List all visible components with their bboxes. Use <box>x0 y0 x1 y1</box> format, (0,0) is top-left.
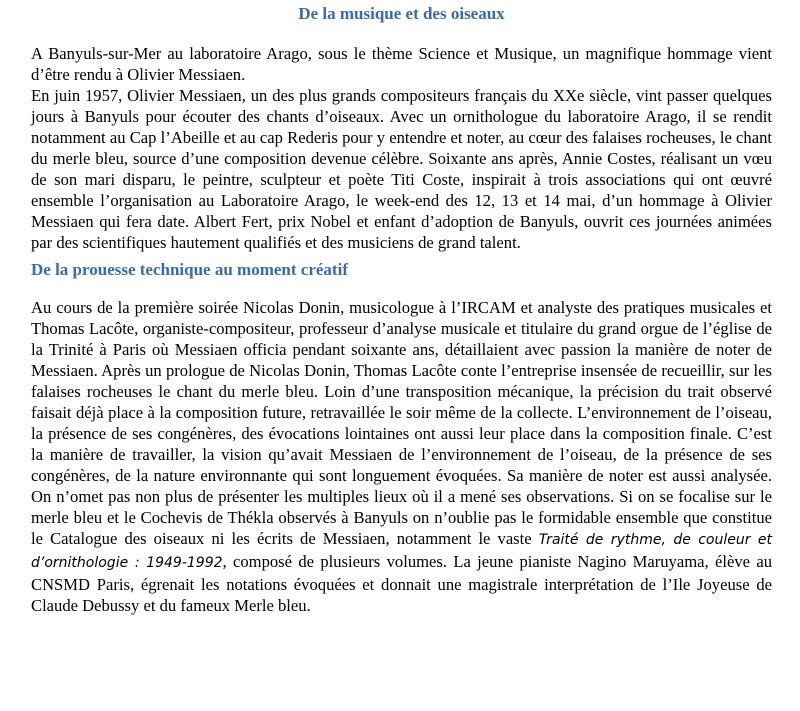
history-paragraph: En juin 1957, Olivier Messiaen, un des plus grands compositeurs français du XXe siècle, vint passer quelques jours à Banyuls pour écouter des chants d’oiseaux. Avec un ornithologue du laboratoire Arago, il se rendit notamment au Cap l’Abeille et au cap Rederis pour y entendre et noter, au cœur des falaises rocheuses, le chant du merle bleu, source d’une composition devenue célèbre. Soixante ans après, Annie Costes, réalisant un vœu de son mari disparu, le peintre, sculpteur et poète Titi Coste, inspirait à trois associations qui ont œuvré ensemble l’organisation au Laboratoire Arago, le week-end des 12, 13 et 14 mai, d’un hommage à Olivier Messiaen qui fera date. Albert Fert, prix Nobel et enfant d’adoption de Banyuls, ouvrit ces journées animées par des scientifiques hautement qualifiés et des musiciens de grand talent. <box>31 86 772 252</box>
section-text-part-1: Au cours de la première soirée Nicolas Donin, musicologue à l’IRCAM et analyste des pratiques musicales et Thomas Lacôte, organiste-compositeur, professeur d’analyse musicale et titulaire du grand orgue de l’église de la Trinité à Paris où Messiaen officia pendant soixante ans, détaillaient avec passion la manière de noter de Messiaen. Après un prologue de Nicolas Donin, Thomas Lacôte conte l’entreprise insensée de recueillir, sur les falaises rocheuses le chant du merle bleu. Loin d’une transposition mécanique, la précision du trait observé faisait déjà place à la composition future, retravaillée le soir même de la collecte. L’environnement de l’oiseau, la présence de ses congénères, des évocations lointaines ont aussi leur place dans la composition finale. C’est la manière de travailler, la vision qu’avait Messiaen de l’environnement de l’oiseau, de la présence de ses congénères, de la nature environnante qui sont longuement évoquées. Sa manière de noter est aussi analysée. On n’omet pas non plus de présenter les multiples lieux où il a mené ses observations. Si on se focalise sur le merle bleu et le Cochevis de Thékla observés à Banyuls on n’oublie pas le formidable ensemble que constitue le Catalogue des oiseaux ni les écrits de Messiaen, notamment le vaste <box>31 298 772 548</box>
intro-paragraph: A Banyuls-sur-Mer au laboratoire Arago, sous le thème Science et Musique, un magnifique hommage vient d’être rendu à Olivier Messiaen. <box>31 44 772 84</box>
section-heading: De la prouesse technique au moment créatif <box>31 260 348 279</box>
section-text-part-2: , composé de plusieurs volumes. La jeune pianiste Nagino Maruyama, élève au CNSMD Paris, égrenait les notations évoquées et donnait une magistrale interprétation de l’Ile Joyeuse de Claude Debussy et du fameux Merle bleu. <box>31 552 772 615</box>
book-title: Traité de rythme, de couleur et d’ornithologie : 1949-1992 <box>31 532 772 571</box>
main-heading: De la musique et des oiseaux <box>298 4 505 23</box>
section-paragraph <box>31 297 772 616</box>
